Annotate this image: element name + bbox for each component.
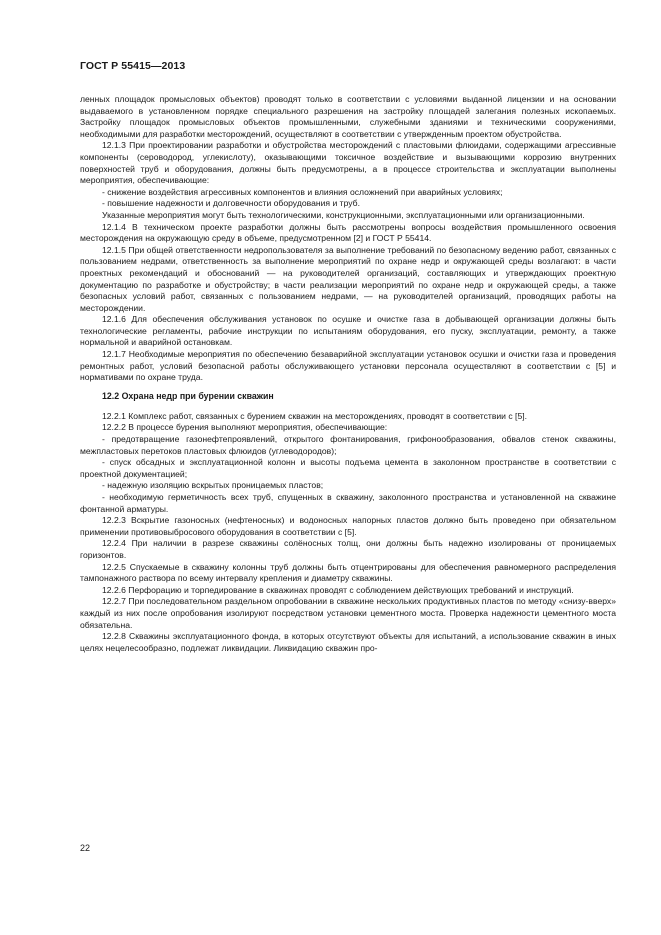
page-number: 22 [80, 843, 91, 853]
section-heading: 12.2 Охрана недр при бурении скважин [102, 390, 274, 401]
paragraph: 12.1.4 В техническом проекте разработки должны быть рассмотрены вопросы воздействия промышленного освоения месторождения на окружающую среду в объеме, предусмотренном [2] и ГОСТ Р 55414. [80, 221, 616, 244]
paragraph: 12.1.6 Для обеспечения обслуживания установок по осушке и очистке газа в добывающей организации должны быть технологические регламенты, рабочие инструкции по испытаниям оборудования, его пуску, эксплуатации, ремонту, а также нормальной и аварийной остановкам. [80, 314, 616, 348]
document-body [80, 94, 616, 654]
paragraph: 12.1.3 При проектировании разработки и обустройства месторождений с пластовыми флюидами, содержащими агрессивные компоненты (сероводород, углекислоту), оказывающими токсичное воздействие и вызывающими коррозию внутренних поверхностей труб и оборудования, должны быть предусмотрены, а в процессе строительства и эксплуатации выполнены мероприятия, обеспечивающие: [80, 140, 616, 186]
list-item: - предотвращение газонефтепроявлений, открытого фонтанирования, грифонообразования, обвалов стенок скважины, межпластовых перетоков пластовых флюидов (углеводородов); [80, 434, 616, 456]
paragraph-continuation: ленных площадок промысловых объектов) проводят только в соответствии с условиями выданной лицензии и на основании выдаваемого в установленном порядке специального разрешения на застройку площадей залегания полезных ископаемых. Застройку площадок промысловых объектов промышленными, служебными зданиями и техническими сооружениями, необходимыми для разработки месторождений, осуществляют в соответствии с утвержденным проектом обустройства. [80, 94, 616, 139]
paragraph: 12.2.5 Спускаемые в скважину колонны труб должны быть отцентрированы для обеспечения равномерного распределения тампонажного раствора по всему интервалу крепления и диаметру скважины. [80, 561, 616, 584]
paragraph: 12.2.4 При наличии в разрезе скважины солёносных толщ, они должны быть надежно изолированы от проницаемых горизонтов. [80, 538, 616, 560]
paragraph: 12.2.8 Скважины эксплуатационного фонда, в которых отсутствуют объекты для испытаний, а использование скважин в иных целях нецелесообразно, подлежат ликвидации. Ликвидацию скважин про- [80, 631, 616, 653]
paragraph: 12.2.2 В процессе бурения выполняют мероприятия, обеспечивающие: [102, 422, 388, 433]
paragraph: 12.1.5 При общей ответственности недропользователя за выполнение требований по безопасному ведению работ, связанных с пользованием недрами, ответственность за выполнение мероприятий по охране недр и окружающей среды возлагают: в части проектных рекомендаций и обоснований — на руководителей организаций, составляющих и утверждающих проектную документацию по разработке и обустройству; в части реализации мероприятий по охране недр и окружающей среды, а также безопасных условий работ, связанных с пользованием недрами, — на руководителей организаций, проводящих работы на месторождении. [80, 244, 616, 313]
paragraph: 12.2.6 Перфорацию и торпедирование в скважинах проводят с соблюдением действующих требований и инструкций. [102, 584, 574, 595]
list-item: - необходимую герметичность всех труб, спущенных в скважину, заколонного пространства и установленной на скважине фонтанной арматуры. [80, 492, 616, 514]
paragraph: 12.2.1 Комплекс работ, связанных с бурением скважин на месторождениях, проводят в соответствии с [5]. [102, 410, 527, 421]
list-item: - снижение воздействия агрессивных компонентов и влияния осложнений при аварийных условиях; [102, 186, 503, 197]
paragraph: 12.2.7 При последовательном раздельном опробовании в скважине нескольких продуктивных пластов по методу «снизу-вверх» каждый из них после опробования изолируют посредством установки цементного моста. Проверка надежности цементного моста обязательна. [80, 596, 616, 630]
list-item: - надежную изоляцию вскрытых проницаемых пластов; [102, 480, 324, 491]
paragraph: 12.1.7 Необходимые мероприятия по обеспечению безаварийной эксплуатации установок осушки и очистки газа и проведения ремонтных работ, условий безопасной работы обслуживающего установки персонала осуществляют в соответствии с [5] и нормативами по охране труда. [80, 349, 616, 383]
paragraph: Указанные мероприятия могут быть технологическими, конструкционными, эксплуатационными или организационными. [102, 209, 585, 220]
page-header: ГОСТ Р 55415—2013 [80, 60, 186, 72]
list-item: - повышение надежности и долговечности оборудования и труб. [102, 198, 360, 209]
paragraph: 12.2.3 Вскрытие газоносных (нефтеносных) и водоносных напорных пластов должно быть проведено при обязательном применении противовыбросового оборудования в соответствии с [5]. [80, 515, 616, 537]
list-item: - спуск обсадных и эксплуатационной колонн и высоты подъема цемента в заколонном пространстве в соответствии с проектной документацией; [80, 457, 616, 479]
